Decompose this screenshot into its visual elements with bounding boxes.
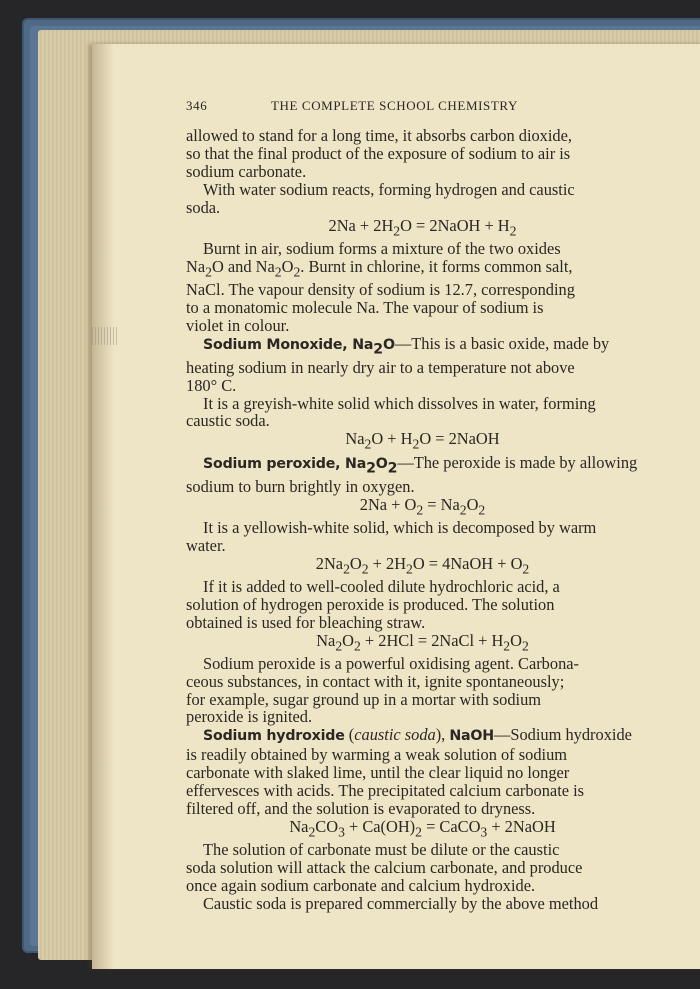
text-line: It is a yellowish-white solid, which is decomposed by warm <box>203 517 597 537</box>
text-line: allowed to stand for a long time, it absorbs carbon dioxide, <box>186 126 573 145</box>
equation: $Na_2CO_3 + Ca(OH)_2$ = CaCO$_3$ + 2NaOH <box>289 816 556 840</box>
text-line: obtained is used for bleaching straw. <box>186 612 426 632</box>
text-line: is readily obtained by warming a weak solution of sodium <box>186 745 568 765</box>
running-title: THE COMPLETE SCHOOL CHEMISTRY <box>271 98 518 113</box>
equation: $2Na + 2H_2O$ = 2NaOH + $H_2$ <box>328 215 517 238</box>
text-line: effervesces with acids. The precipitated calcium carbonate is <box>186 781 585 801</box>
text-line: heating sodium in nearly dry air to a temperature not above <box>186 357 575 377</box>
text-line: Caustic soda is prepared commercially by the above method <box>203 893 599 913</box>
equation: $2Na_2O_2 + 2H_2O$ = 4NaOH + $O_2$ <box>315 553 530 576</box>
text-line: The solution of carbonate must be dilute or the caustic <box>203 840 560 860</box>
text-line: sodium to burn brightly in oxygen. <box>186 476 415 496</box>
text-line: solution of hydrogen peroxide is produced. The solution <box>186 594 555 614</box>
text-line: carbonate with slaked lime, until the clear liquid no longer <box>186 763 570 783</box>
equation: $Na_2O_2 + 2HCl$ = 2NaCl + $H_2O_2$ <box>316 630 529 653</box>
page-gutter-shadow <box>92 44 114 969</box>
text-line: water. <box>186 535 226 555</box>
binding-thread <box>92 327 118 345</box>
text-line: With water sodium reacts, forming hydrogen and caustic <box>203 179 575 199</box>
text-line: to a monatomic molecule Na. The vapour of sodium is <box>186 297 544 317</box>
running-header <box>186 97 659 117</box>
text-line: soda. <box>186 197 221 217</box>
text-line: Burnt in air, sodium forms a mixture of the two oxides <box>203 238 561 258</box>
section-heading-hydroxide: Sodium hydroxide (caustic soda), NaOH—Sodium hydroxide <box>203 725 632 745</box>
text-line: NaCl. The vapour density of sodium is 12.7, corresponding <box>186 279 575 299</box>
section-heading-peroxide: Sodium peroxide, $Na_2O_2—The$ peroxide is made by allowing <box>203 452 638 476</box>
text-line: $Na_2O$ and $Na_2O_2$. Burnt in chlorine, it forms common salt, <box>186 256 573 279</box>
text-line: sodium carbonate. <box>186 161 307 181</box>
text-line: once again sodium carbonate and calcium hydroxide. <box>186 875 536 895</box>
text-line: so that the final product of the exposure of sodium to air is <box>186 143 571 163</box>
text-line: Sodium peroxide is a powerful oxidising agent. Carbona- <box>203 653 580 673</box>
text-line: for example, sugar ground up in a mortar with sodium <box>186 689 542 709</box>
equation: $Na_2O + H_2O$ = 2NaOH <box>345 429 500 452</box>
text-line: peroxide is ignited. <box>186 707 313 727</box>
page-number: 346 <box>186 98 208 113</box>
equation: $2Na + O_2 = Na_2O_2$ <box>359 494 486 517</box>
text-line: soda solution will attack the calcium carbonate, and produce <box>186 857 583 877</box>
text-line: If it is added to well-cooled dilute hydrochloric acid, a <box>203 576 560 596</box>
text-line: ceous substances, in contact with it, ignite spontaneously; <box>186 671 565 691</box>
text-line: filtered off, and the solution is evaporated to dryness. <box>186 798 536 818</box>
text-line: violet in colour. <box>186 315 290 335</box>
text-line: caustic soda. <box>186 411 270 431</box>
text-line: 180° C. <box>186 375 237 395</box>
text-line: It is a greyish-white solid which dissolves in water, forming <box>203 393 596 413</box>
page-text <box>186 97 659 913</box>
section-heading-monoxide: Sodium Monoxide, $Na_2O—This$ is a basic oxide, made by <box>203 333 610 357</box>
